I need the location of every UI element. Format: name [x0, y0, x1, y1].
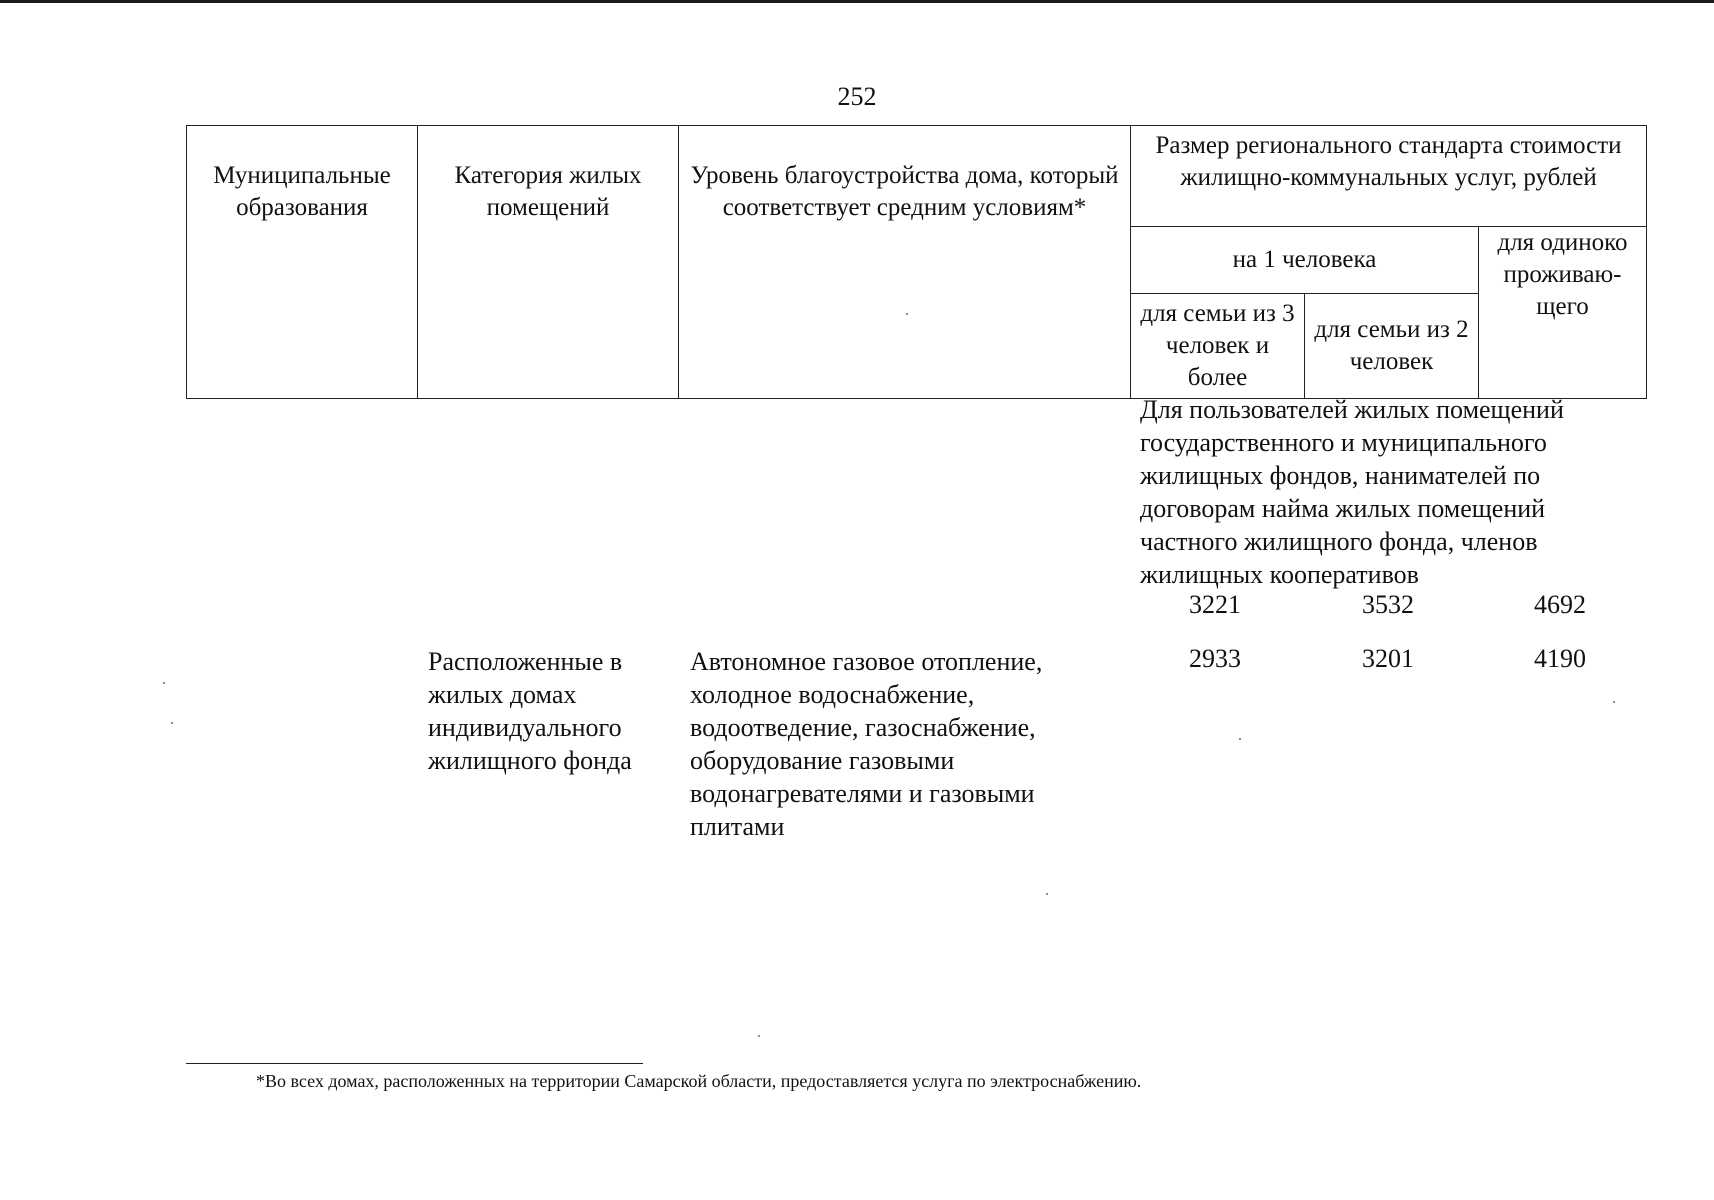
- section-title-line: жилищных фондов, нанимателей по: [1140, 461, 1541, 490]
- footnote-separator: [186, 1063, 643, 1064]
- top-border-line: [0, 0, 1714, 3]
- value-private-family-3: 2933: [1189, 644, 1241, 673]
- section-title-line: жилищных кооперативов: [1140, 560, 1419, 589]
- footnote: *Во всех домах, расположенных на территории Самарской области, предоставляется услуга по электроснабжению.: [256, 1071, 1142, 1091]
- section-title-line: Для пользователей жилых помещений: [1140, 395, 1564, 424]
- header-table: [186, 125, 1647, 399]
- scan-speck: [163, 682, 165, 684]
- header-family-3: для семьи из 3 человек и более: [1131, 294, 1305, 399]
- category-line: жилищного фонда: [428, 746, 632, 775]
- category-line: Расположенные в: [428, 647, 623, 676]
- header-per-person: на 1 человека: [1131, 227, 1479, 294]
- amenities-line: водонагревателями и газовыми: [690, 779, 1035, 808]
- value-private-single: 4190: [1534, 644, 1586, 673]
- value-general-single: 4692: [1534, 590, 1586, 619]
- value-general-family-3: 3221: [1189, 590, 1241, 619]
- header-amenities: Уровень благоустройства дома, который соответствует средним условиям*: [679, 126, 1131, 399]
- header-municipal: Муниципальные образования: [187, 126, 418, 399]
- amenities-line: водоотведение, газоснабжение,: [690, 713, 1036, 742]
- section-title-line: договорам найма жилых помещений: [1140, 494, 1546, 523]
- category-line: жилых домах: [428, 680, 577, 709]
- section-title-line: государственного и муниципального: [1140, 428, 1547, 457]
- section-title: [1140, 393, 1564, 591]
- scan-speck: [1613, 701, 1615, 703]
- scan-speck: [1046, 893, 1048, 895]
- page-number: 252: [837, 82, 877, 111]
- amenities-line: Автономное газовое отопление,: [690, 647, 1043, 676]
- header-category: Категория жилых помещений: [418, 126, 679, 399]
- scan-speck: [906, 313, 908, 315]
- value-general-family-2: 3532: [1362, 590, 1414, 619]
- amenities-line: холодное водоснабжение,: [690, 680, 975, 709]
- scan-speck: [758, 1035, 760, 1037]
- amenities-line: плитами: [690, 812, 785, 841]
- scan-speck: [1239, 738, 1241, 740]
- header-family-2: для семьи из 2 человек: [1305, 294, 1479, 399]
- header-single: для одиноко проживаю-щего: [1479, 227, 1647, 399]
- section-title-line: частного жилищного фонда, членов: [1140, 527, 1538, 556]
- header-standard-size: Размер регионального стандарта стоимости жилищно-коммунальных услуг, рублей: [1131, 126, 1647, 227]
- category-line: индивидуального: [428, 713, 622, 742]
- category-private-housing: [428, 645, 632, 777]
- amenities-private-housing: [690, 645, 1042, 843]
- value-private-family-2: 3201: [1362, 644, 1414, 673]
- scan-speck: [171, 722, 173, 724]
- amenities-line: оборудование газовыми: [690, 746, 955, 775]
